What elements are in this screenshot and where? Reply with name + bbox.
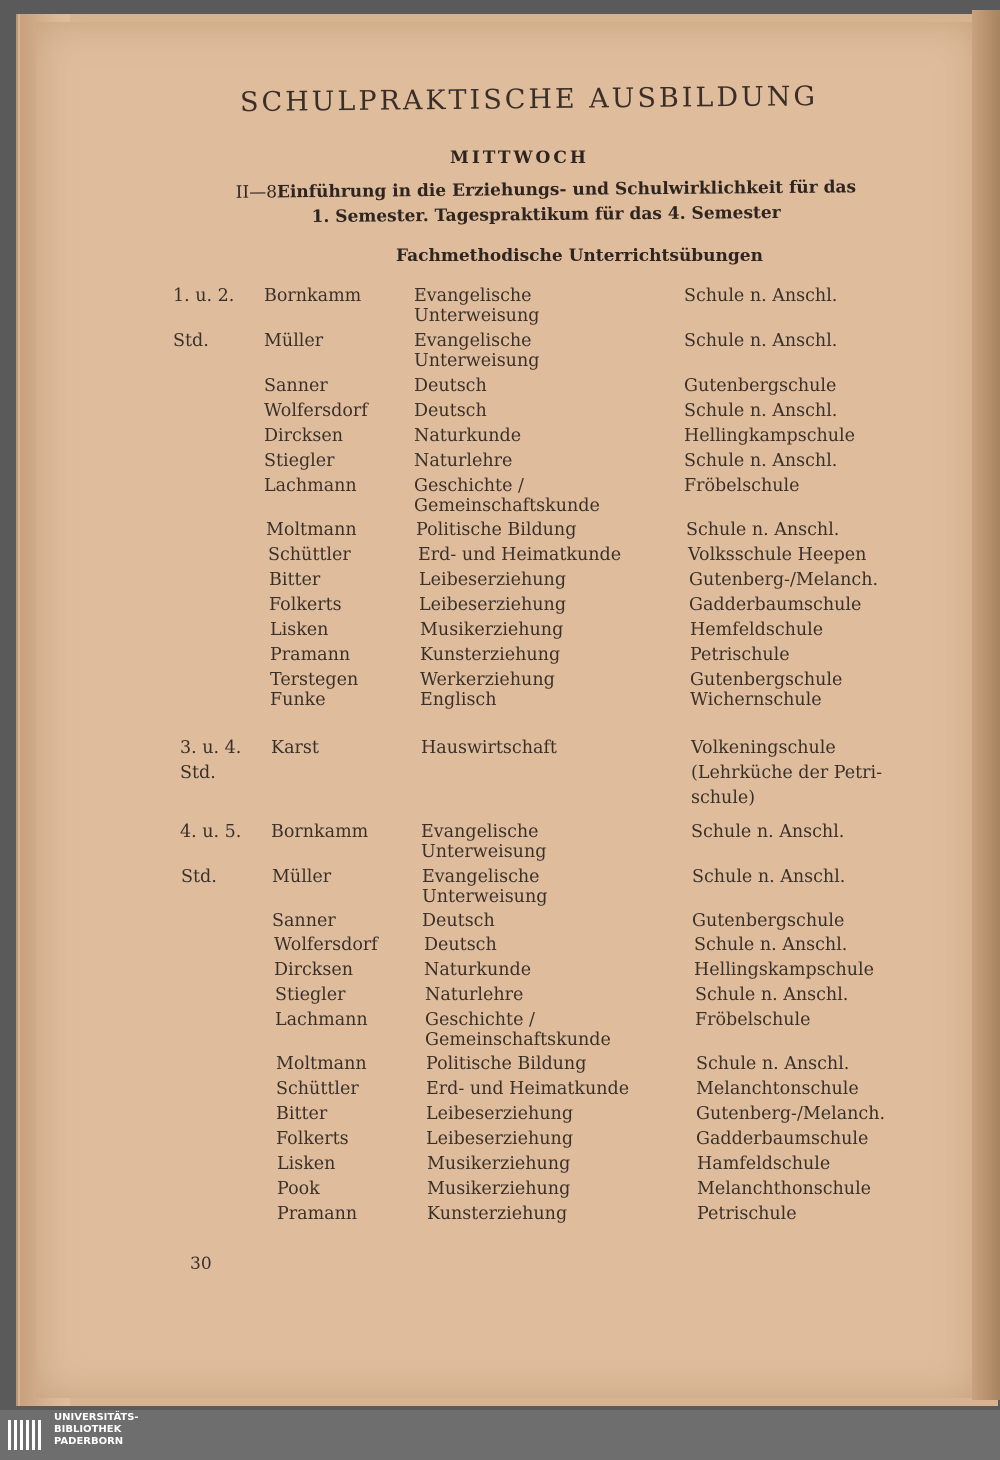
- day-heading: MITTWOCH: [450, 148, 589, 168]
- hour-cell: 3. u. 4.: [180, 738, 242, 758]
- intro-prefix: II—8: [235, 182, 278, 203]
- teacher-cell: Pramann: [270, 645, 351, 665]
- teacher-cell: Stiegler: [264, 451, 335, 471]
- subject-cell: Musikerziehung: [427, 1154, 571, 1174]
- school-cell: Schule n. Anschl.: [692, 867, 846, 887]
- teacher-cell: Folkerts: [269, 595, 342, 615]
- school-cell: Schule n. Anschl.: [684, 451, 838, 471]
- school-cell: Hamfeldschule: [697, 1154, 831, 1174]
- school-cell: Volksschule Heepen: [688, 545, 867, 565]
- table-row: [8, 867, 1000, 917]
- school-cell: Gutenbergschule: [690, 670, 843, 690]
- subheading: Fachmethodische Unterrichtsübungen: [396, 246, 763, 266]
- subject-cell: Politische Bildung: [416, 520, 577, 540]
- subject-cell: [421, 822, 546, 862]
- school-cell: schule): [691, 788, 756, 808]
- teacher-cell: Sanner: [272, 911, 336, 931]
- intro-line-1: Einführung in die Erziehungs- und Schulwirklichkeit für das: [276, 177, 857, 203]
- teacher-cell: Moltmann: [276, 1054, 367, 1074]
- teacher-cell: Schüttler: [276, 1079, 359, 1099]
- teacher-cell: Sanner: [264, 376, 328, 396]
- teacher-cell: Pook: [277, 1179, 320, 1199]
- table-row: [7, 822, 1000, 872]
- school-cell: Petrischule: [690, 645, 790, 665]
- subject-line-2: Unterweisung: [422, 887, 548, 907]
- teacher-cell: Müller: [264, 331, 324, 351]
- subject-cell: Deutsch: [414, 376, 487, 396]
- intro-line-2: 1. Semester. Tagespraktikum für das 4. Semester: [311, 202, 781, 228]
- teacher-cell: Schüttler: [268, 545, 351, 565]
- page-number: 30: [190, 1254, 212, 1274]
- teacher-cell: Karst: [271, 738, 319, 758]
- school-cell: Melanchtonschule: [696, 1079, 859, 1099]
- school-cell: Wichernschule: [690, 690, 822, 710]
- library-name-line-3: PADERBORN: [54, 1436, 124, 1447]
- library-footer: [0, 1410, 1000, 1460]
- subject-cell: Naturkunde: [414, 426, 522, 446]
- teacher-cell: Folkerts: [276, 1129, 349, 1149]
- teacher-cell: Dircksen: [274, 960, 354, 980]
- hour-cell: Std.: [173, 331, 209, 351]
- subject-line-1: Evangelische: [414, 331, 532, 351]
- intro-text: [196, 175, 896, 231]
- subject-cell: Kunsterziehung: [427, 1204, 568, 1224]
- subject-line-2: Unterweisung: [421, 842, 547, 862]
- school-cell: Schule n. Anschl.: [684, 401, 838, 421]
- school-cell: Fröbelschule: [695, 1010, 811, 1030]
- page-title: SCHULPRAKTISCHE AUSBILDUNG: [239, 81, 819, 119]
- teacher-cell: Pramann: [277, 1204, 358, 1224]
- table-row: [6, 690, 1000, 740]
- school-cell: Melanchthonschule: [697, 1179, 872, 1199]
- school-cell: Schule n. Anschl.: [694, 935, 848, 955]
- school-cell: Gutenbergschule: [684, 376, 837, 396]
- school-cell: Gutenberg-/Melanch.: [696, 1104, 886, 1124]
- teacher-cell: Lisken: [277, 1154, 336, 1174]
- subject-cell: Erd- und Heimatkunde: [418, 545, 622, 565]
- subject-cell: [414, 476, 600, 516]
- teacher-cell: Müller: [272, 867, 332, 887]
- subject-cell: Naturlehre: [425, 985, 524, 1005]
- subject-cell: Leibeserziehung: [426, 1129, 574, 1149]
- library-name: [54, 1412, 139, 1448]
- subject-line-2: Gemeinschaftskunde: [414, 496, 600, 516]
- school-cell: Hellingkampschule: [684, 426, 855, 446]
- school-cell: Schule n. Anschl.: [686, 520, 840, 540]
- hour-cell: 4. u. 5.: [180, 822, 242, 842]
- subject-line-1: Evangelische: [421, 822, 539, 842]
- teacher-cell: Wolfersdorf: [264, 401, 368, 421]
- subject-line-1: Geschichte /: [425, 1010, 535, 1030]
- subject-cell: [414, 286, 539, 326]
- subject-cell: Leibeserziehung: [426, 1104, 574, 1124]
- subject-cell: Englisch: [420, 690, 497, 710]
- table-row: [13, 1204, 1000, 1254]
- school-cell: Schule n. Anschl.: [695, 985, 849, 1005]
- hour-cell: Std.: [180, 763, 216, 783]
- school-cell: (Lehrküche der Petri-: [691, 763, 883, 783]
- teacher-cell: Dircksen: [264, 426, 344, 446]
- teacher-cell: Terstegen: [270, 670, 359, 690]
- table-row: [0, 286, 1000, 336]
- subject-line-1: Evangelische: [414, 286, 532, 306]
- subject-cell: Hauswirtschaft: [421, 738, 557, 758]
- school-cell: Gadderbaumschule: [689, 595, 862, 615]
- hour-cell: 1. u. 2.: [173, 286, 235, 306]
- subject-cell: [414, 331, 539, 371]
- subject-cell: Deutsch: [424, 935, 497, 955]
- school-cell: Schule n. Anschl.: [684, 286, 838, 306]
- school-cell: Hellingskampschule: [694, 960, 874, 980]
- hour-cell: Std.: [181, 867, 217, 887]
- subject-line-2: Unterweisung: [414, 351, 540, 371]
- subject-cell: Naturkunde: [424, 960, 532, 980]
- table-row: [11, 1010, 1000, 1060]
- teacher-cell: Bornkamm: [264, 286, 362, 306]
- teacher-cell: Bitter: [276, 1104, 328, 1124]
- teacher-cell: Lisken: [270, 620, 329, 640]
- teacher-cell: Moltmann: [266, 520, 357, 540]
- school-cell: Schule n. Anschl.: [696, 1054, 850, 1074]
- subject-cell: Deutsch: [422, 911, 495, 931]
- school-cell: Gutenbergschule: [692, 911, 845, 931]
- school-cell: Fröbelschule: [684, 476, 800, 496]
- school-cell: Schule n. Anschl.: [684, 331, 838, 351]
- subject-cell: Leibeserziehung: [419, 595, 567, 615]
- subject-cell: Leibeserziehung: [419, 570, 567, 590]
- school-cell: Gutenberg-/Melanch.: [689, 570, 879, 590]
- table-row: [0, 331, 1000, 381]
- subject-cell: Kunsterziehung: [420, 645, 561, 665]
- teacher-cell: Lachmann: [264, 476, 357, 496]
- subject-line-2: Gemeinschaftskunde: [425, 1030, 611, 1050]
- teacher-cell: Lachmann: [275, 1010, 368, 1030]
- library-logo-icon: [6, 1414, 46, 1454]
- school-cell: Schule n. Anschl.: [691, 822, 845, 842]
- teacher-cell: Bitter: [269, 570, 321, 590]
- table-row: [0, 476, 1000, 526]
- subject-line-2: Unterweisung: [414, 306, 540, 326]
- subject-line-1: Geschichte /: [414, 476, 524, 496]
- subject-cell: Musikerziehung: [427, 1179, 571, 1199]
- subject-cell: Musikerziehung: [420, 620, 564, 640]
- school-cell: Gadderbaumschule: [696, 1129, 869, 1149]
- teacher-cell: Stiegler: [275, 985, 346, 1005]
- teacher-cell: Funke: [270, 690, 326, 710]
- library-name-line-1: UNIVERSITÄTS-: [54, 1412, 139, 1423]
- subject-cell: Deutsch: [414, 401, 487, 421]
- subject-cell: [422, 867, 547, 907]
- subject-cell: Politische Bildung: [426, 1054, 587, 1074]
- subject-line-1: Evangelische: [422, 867, 540, 887]
- teacher-cell: Wolfersdorf: [274, 935, 378, 955]
- school-cell: Hemfeldschule: [690, 620, 824, 640]
- subject-cell: Werkerziehung: [420, 670, 555, 690]
- school-cell: Petrischule: [697, 1204, 797, 1224]
- subject-cell: [425, 1010, 611, 1050]
- subject-cell: Erd- und Heimatkunde: [426, 1079, 630, 1099]
- library-name-line-2: BIBLIOTHEK: [54, 1424, 122, 1435]
- teacher-cell: Bornkamm: [271, 822, 369, 842]
- school-cell: Volkeningschule: [691, 738, 836, 758]
- subject-cell: Naturlehre: [414, 451, 513, 471]
